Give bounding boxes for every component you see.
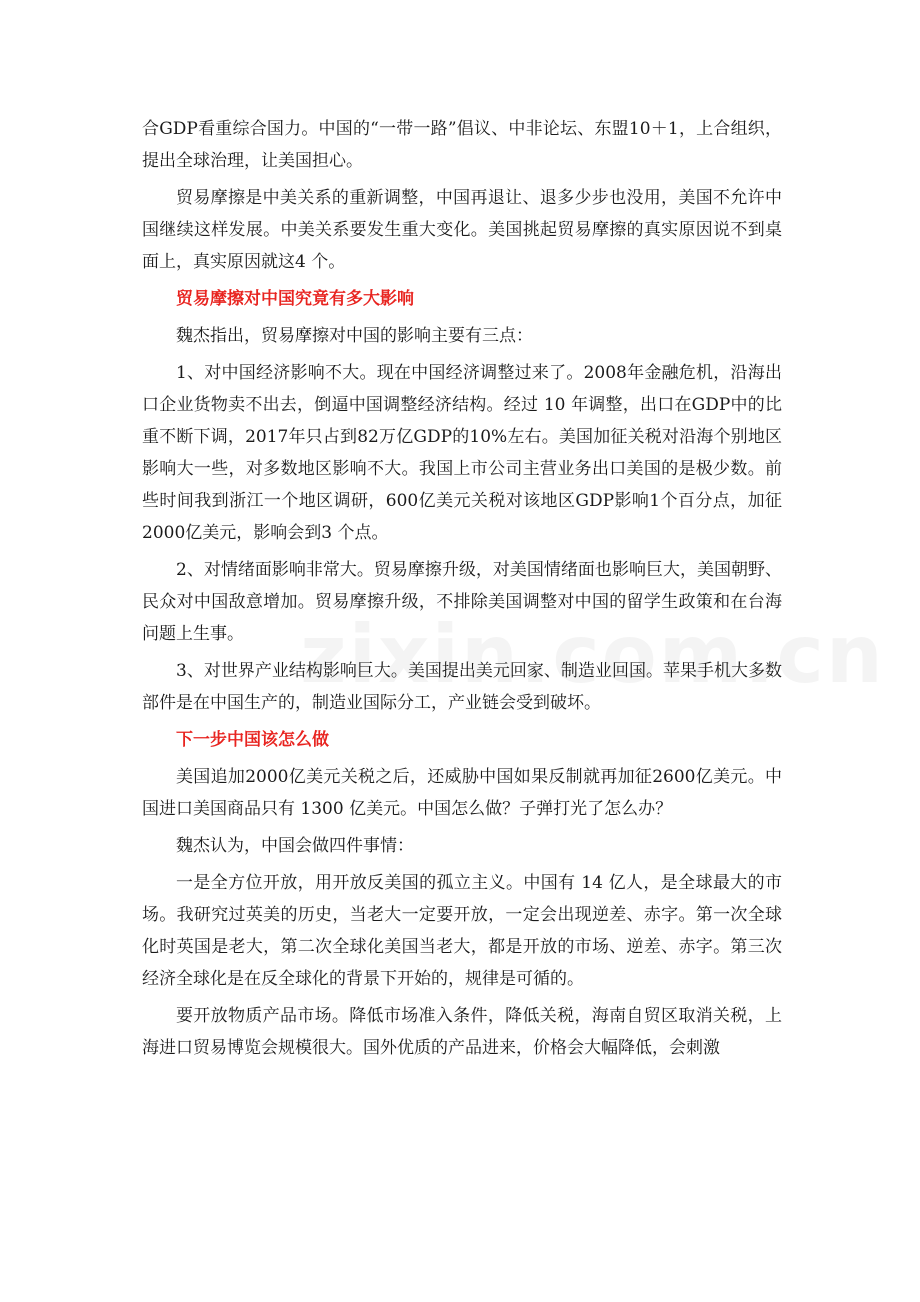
paragraph: 魏杰指出，贸易摩擦对中国的影响主要有三点：	[176, 326, 533, 346]
paragraph: 贸易摩擦是中美关系的重新调整，中国再退让、退多少步也没用，美国不允许中国继续这样发展。中美关系要发生重大变化。美国挑起贸易摩擦的真实原因说不到桌面上，真实原因就这4 个。	[142, 188, 782, 272]
paragraph: 美国追加2000亿美元关税之后，还威胁中国如果反制就再加征2600亿美元。中国进口美国商品只有 1300 亿美元。中国怎么做？子弹打光了怎么办？	[142, 767, 782, 819]
paragraph: 要开放物质产品市场。降低市场准入条件，降低关税，海南自贸区取消关税，上海进口贸易博览会规模很大。国外优质的产品进来，价格会大幅降低，会刺激	[142, 1006, 782, 1058]
article-body	[142, 113, 782, 1069]
section-heading: 下一步中国该怎么做	[176, 730, 329, 750]
paragraph: 魏杰认为，中国会做四件事情：	[176, 836, 414, 856]
paragraph: 2、对情绪面影响非常大。贸易摩擦升级，对美国情绪面也影响巨大，美国朝野、民众对中国敌意增加。贸易摩擦升级，不排除美国调整对中国的留学生政策和在台海问题上生事。	[142, 560, 782, 644]
section-heading: 贸易摩擦对中国究竟有多大影响	[176, 289, 414, 309]
paragraph: 一是全方位开放，用开放反美国的孤立主义。中国有 14 亿人，是全球最大的市场。我研究过英美的历史，当老大一定要开放，一定会出现逆差、赤字。第一次全球化时英国是老大，第二次全球化美国当老大，都是开放的市场、逆差、赤字。第三次经济全球化是在反全球化的背景下开始的，规律是可循的。	[142, 873, 782, 989]
paragraph: 1、对中国经济影响不大。现在中国经济调整过来了。2008年金融危机，沿海出口企业货物卖不出去，倒逼中国调整经济结构。经过 10 年调整，出口在GDP中的比重不断下调，2017年只占到82万亿GDP的10%左右。美国加征关税对沿海个别地区影响大一些，对多数地区影响不大。我国上市公司主营业务出口美国的是极少数。前些时间我到浙江一个地区调研，600亿美元关税对该地区GDP影响1个百分点，加征 2000亿美元，影响会到3 个点。	[142, 363, 782, 543]
paragraph: 3、对世界产业结构影响巨大。美国提出美元回家、制造业回国。苹果手机大多数部件是在中国生产的，制造业国际分工，产业链会受到破坏。	[142, 661, 782, 713]
paragraph: 合GDP看重综合国力。中国的“一带一路”倡议、中非论坛、东盟10＋1，上合组织，提出全球治理，让美国担心。	[142, 119, 782, 171]
